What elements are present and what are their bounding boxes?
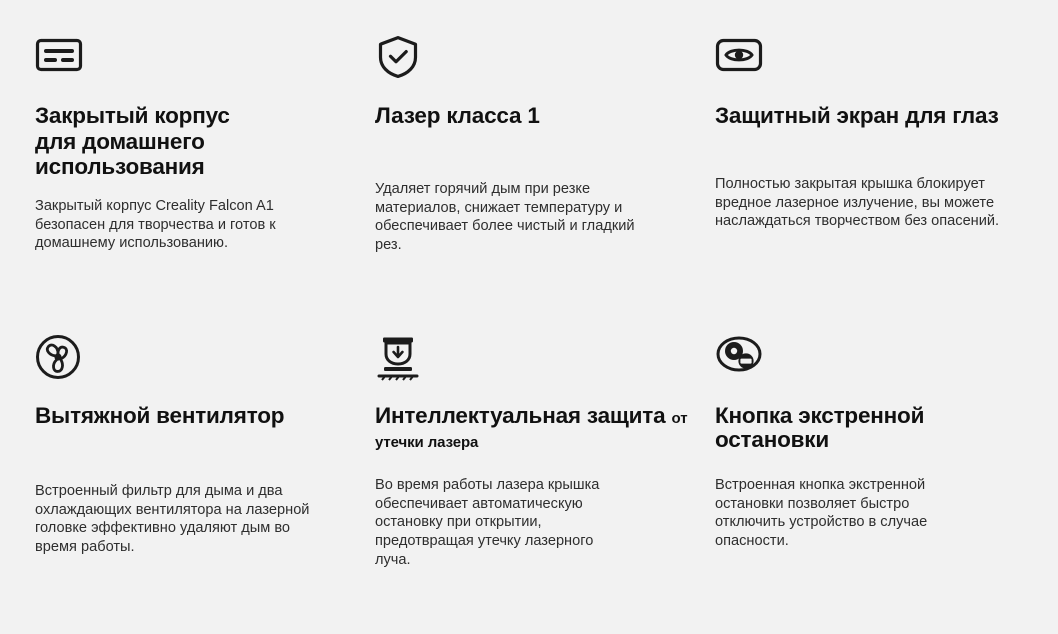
feature-description: Во время работы лазера крышка обеспечивает автоматическую остановку при открытии, предотвращая утечку лазерного луча. <box>375 477 600 568</box>
feature-title-block <box>715 104 1048 156</box>
feature-card-emergency-stop <box>710 334 1058 634</box>
feature-card-exhaust-fan <box>0 334 370 634</box>
feature-title-block <box>375 404 700 456</box>
laser-head-protection-icon <box>375 334 700 390</box>
emergency-stop-button-icon <box>715 334 1048 390</box>
shield-check-icon <box>375 34 700 90</box>
feature-card-enclosed-case <box>0 34 370 334</box>
feature-title: Кнопка экстренной остановки <box>715 403 925 453</box>
feature-title: Интеллектуальная защита от утечки лазера <box>375 403 688 452</box>
feature-title-block <box>35 404 360 456</box>
feature-description: Встроенный фильтр для дыма и два охлаждающих вентилятора на лазерной головке эффективно удаляют дым во время работы. <box>35 483 310 556</box>
feature-description: Удаляет горячий дым при резке материалов, снижает температуру и обеспечивает более чистый и гладкий рез. <box>375 181 635 254</box>
feature-title: Защитный экран для глаз <box>715 103 999 128</box>
feature-title: Закрытый корпус <box>35 103 230 128</box>
feature-description: Полностью закрытая крышка блокирует вредное лазерное излучение, вы можете наслаждаться творчеством без опасений. <box>715 176 1000 230</box>
feature-title-block <box>35 104 360 179</box>
enclosed-case-icon <box>35 34 360 90</box>
feature-title: Вытяжной вентилятор <box>35 403 285 428</box>
feature-subtitle: от утечки лазера <box>375 410 688 452</box>
feature-title-block <box>715 404 1048 456</box>
feature-card-class-1-laser <box>370 34 710 334</box>
feature-card-laser-leak-protection <box>370 334 710 634</box>
feature-title-block <box>375 104 700 156</box>
feature-subtitle: для домашнего использования <box>35 129 205 179</box>
eye-protection-icon <box>715 34 1048 90</box>
exhaust-fan-icon <box>35 334 360 390</box>
feature-title: Лазер класса 1 <box>375 103 540 128</box>
feature-description: Встроенная кнопка экстренной остановки позволяет быстро отключить устройство в случае опасности. <box>715 477 928 550</box>
feature-card-eye-protection <box>710 34 1058 334</box>
feature-description: Закрытый корпус Creality Falcon A1 безопасен для творчества и готов к домашнему использованию. <box>35 197 276 252</box>
